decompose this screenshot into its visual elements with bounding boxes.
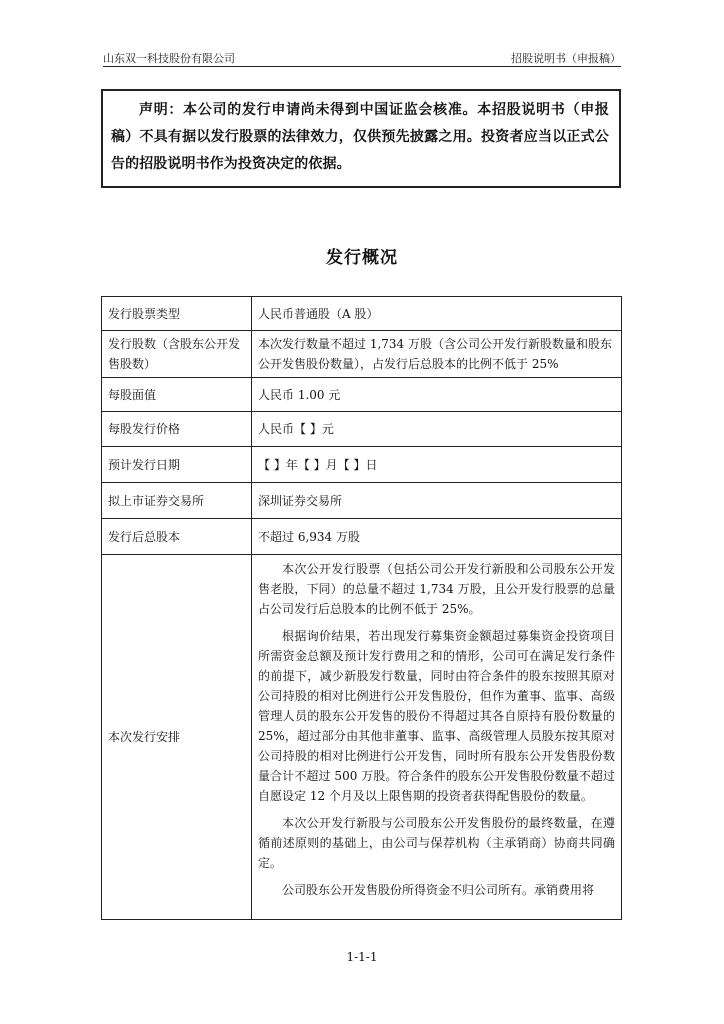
table-row [102, 555, 622, 920]
row-value: 不超过 6,934 万股 [252, 519, 622, 555]
arrangement-details [252, 555, 622, 920]
header-divider [103, 66, 621, 67]
row-label: 发行股数（含股东公开发售股数） [102, 331, 252, 378]
table-row [102, 519, 622, 555]
row-label: 预计发行日期 [102, 447, 252, 483]
row-value: 深圳证券交易所 [252, 483, 622, 519]
table-row [102, 483, 622, 519]
arrangement-paragraph: 本次公开发行新股与公司股东公开发售股份的最终数量，在遵循前述原则的基础上，由公司与保荐机构（主承销商）协商共同确定。 [258, 816, 615, 870]
table-row [102, 412, 622, 447]
row-value: 人民币普通股（A 股） [252, 297, 622, 331]
table-row [102, 297, 622, 331]
row-label: 每股面值 [102, 378, 252, 412]
row-value: 人民币 1.00 元 [252, 378, 622, 412]
header-document-type: 招股说明书（申报稿） [511, 52, 621, 65]
page-number: 1-1-1 [346, 950, 378, 964]
arrangement-paragraph: 本次公开发行股票（包括公司公开发行新股和公司股东公开发售老股，下同）的总量不超过 1,734 万股，且公开发行股票的总量占公司发行后总股本的比例不低于 25%。 [258, 562, 615, 616]
table-row [102, 378, 622, 412]
table-row [102, 447, 622, 483]
row-label: 拟上市证券交易所 [102, 483, 252, 519]
row-label: 发行后总股本 [102, 519, 252, 555]
header-company-name: 山东双一科技股份有限公司 [103, 52, 235, 65]
table-row [102, 331, 622, 378]
row-value: 本次发行数量不超过 1,734 万股（含公司公开发行新股数量和股东公开发售股份数量），占发行后总股本的比例不低于 25% [252, 331, 622, 378]
row-label: 每股发行价格 [102, 412, 252, 447]
row-label: 本次发行安排 [102, 555, 252, 920]
offering-overview-table [101, 296, 622, 920]
row-value: 【 】年【 】月【 】日 [252, 447, 622, 483]
row-label: 发行股票类型 [102, 297, 252, 331]
row-value: 人民币【 】元 [252, 412, 622, 447]
section-title: 发行概况 [326, 248, 398, 268]
arrangement-paragraph: 公司股东公开发售股份所得资金不归公司所有。承销费用将 [282, 883, 595, 897]
disclaimer-box [101, 89, 621, 188]
arrangement-paragraph: 根据询价结果，若出现发行募集资金额超过募集资金投资项目所需资金总额及预计发行费用之和的情形，公司可在满足发行条件的前提下，减少新股发行数量，同时由符合条件的股东按照其原对公司持股的相对比例进行公开发售股份，但作为董事、监事、高级管理人员的股东公开发售的股份不得超过其各自原持有股份数量的 25%，超过部分由其他非董事、监事、高级管理人员股东按其原对公司持股的相对比例进行公开发售，同时所有股东公开发售股份数量合计不超过 500 万股。符合条件的股东公开发售股份数量不超过自愿设定 12 个月及以上限售期的投资者获得配售股份的数量。 [258, 629, 615, 803]
disclaimer-text: 声明：本公司的发行申请尚未得到中国证监会核准。本招股说明书（申报稿）不具有据以发行股票的法律效力，仅供预先披露之用。投资者应当以正式公告的招股说明书作为投资决定的依据。 [111, 102, 609, 172]
